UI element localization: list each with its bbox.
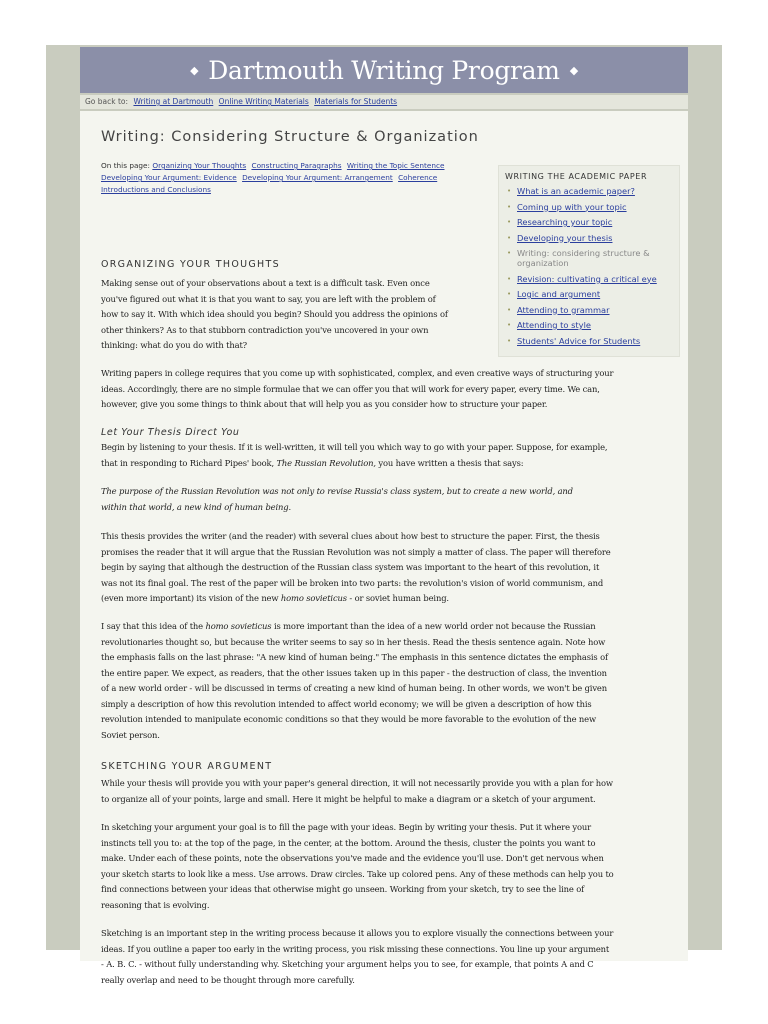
text-line: is more important than the idea of a new world order not because the Russian [271,621,596,631]
text-line: I say that this idea of the [101,621,206,631]
book-title: The Russian Revolution, [276,457,376,468]
anchor-topic-sentence[interactable]: Writing the Topic Sentence [346,161,445,170]
paragraph-sketching-1 [101,776,613,807]
text-line: however, give you some things to think about that will help you as you consider how to structure your paper. [101,399,548,409]
text-line: ideas. Accordingly, there are no simple formulae that we can offer you that will work for every paper, every time. We can, [101,383,600,394]
text-line: Making sense out of your observations about a text is a difficult task. Even once [101,278,430,288]
text-line: was not its final goal. The rest of the paper will be broken into two parts: the revolution's vision of world communism, and [101,577,604,588]
on-this-page-label: On this page: [101,161,151,170]
page-title: Writing: Considering Structure & Organization [101,129,479,145]
paragraph-thesis-2 [101,529,611,607]
site-title: Dartmouth Writing Program [208,55,560,85]
sidebar-item-label[interactable]: Students' Advice for Students [517,335,641,346]
text-line: reasoning that is evolving. [101,899,210,910]
sidebar-item-revision[interactable] [507,274,673,284]
text-line: Begin by listening to your thesis. If it is well-written, it will tell you which way to go with your paper. Suppose, for example, [101,442,608,452]
anchor-organizing-thoughts[interactable]: Organizing Your Thoughts [152,161,247,170]
sidebar-item-label: Writing: considering structure & organization [517,248,650,268]
anchor-argument-arrangement[interactable]: Developing Your Argument: Arrangement [242,173,393,182]
diamond-right-icon: ◆ [569,63,578,77]
text-line: This thesis provides the writer (and the reader) with several clues about how best to structure the paper. First, the thesis [101,531,600,541]
text-line: begin by saying that although the destruction of the Russian class system was important to the heart of this revolution, it [101,562,600,572]
text-line: - or soviet human being. [346,593,449,603]
goback-link-online-writing-materials[interactable]: Online Writing Materials [218,97,309,106]
main-content [80,111,688,985]
sidebar-item-academic-paper[interactable] [507,186,673,196]
diamond-left-icon: ◆ [190,63,199,77]
sidebar-list [507,186,673,351]
sidebar-item-label[interactable]: Attending to style [517,320,591,330]
term-homo-sovieticus: homo sovieticus [205,621,272,631]
paragraph-sketching-2 [101,820,614,913]
sidebar-item-thesis[interactable] [507,233,673,243]
heading-sketching: SKETCHING YOUR ARGUMENT [101,761,273,772]
sidebar-item-label[interactable]: Researching your topic [517,217,613,227]
goback-link-materials-for-students[interactable]: Materials for Students [314,97,398,106]
text-line: revolution intended to manipulate economic conditions so that they would be more favorable to the evolution of the new [101,714,596,724]
text-line: of a new world order - will be discussed in terms of creating a new kind of human being. In other words, we won't be given [101,683,607,693]
text-line: - A. B. C. - without fully understanding why. Sketching your argument helps you to see, for example, that points A and C [101,959,594,969]
sidebar-item-style[interactable] [507,320,673,330]
sidebar-item-student-advice[interactable] [507,336,673,346]
goback-link-writing-at-dartmouth[interactable]: Writing at Dartmouth [133,97,214,106]
text-line: revolutionaries thought so, but because the writer seems to say so in her thesis. Read the thesis sentence again. Note how [101,636,606,647]
sidebar-item-grammar[interactable] [507,305,673,315]
term-homo-sovieticus: homo sovieticus [280,593,347,603]
page-frame [46,45,722,985]
text-line: within that world, a new kind of human being. [101,501,291,512]
paragraph-thesis-1 [101,440,607,471]
breadcrumb [80,95,688,109]
anchor-intro-conclusions[interactable]: Introductions and Conclusions [101,185,211,194]
sidebar-item-label[interactable]: What is an academic paper? [517,186,635,196]
goback-label: Go back to: [85,97,129,106]
heading-organizing: ORGANIZING YOUR THOUGHTS [101,259,280,270]
text-line: promises the reader that it will argue that the Russian Revolution was not simply a matter of class. The paper will therefore [101,546,611,557]
site-header [80,47,688,93]
text-line: In sketching your argument your goal is to fill the page with your ideas. Begin by writing your thesis. Put it where your [101,822,591,832]
text-line: to organize all of your points, large and small. Here it might be helpful to make a diagram or a sketch of your argument. [101,793,596,804]
text-line: simply a description of how this revolution intended to affect world economy; we will be given a description of how this [101,698,592,709]
sidebar-item-research[interactable] [507,217,673,227]
text-line: While your thesis will provide you with your paper's general direction, it will not necessarily provide you with a plan for how [101,778,613,788]
text-line: the emphasis falls on the last phrase: "A new kind of human being." The emphasis in this sentence dictates the emphasis of [101,652,608,662]
text-line: ideas. If you outline a paper too early in the writing process, you risk missing these connections. You line up your argument [101,943,610,954]
anchor-constructing-paragraphs[interactable]: Constructing Paragraphs [251,161,342,170]
text-line: (even more important) its vision of the new [101,593,281,603]
text-line: thinking: what do you do with that? [101,340,247,350]
sidebar [498,165,680,357]
text-line: The purpose of the Russian Revolution was not only to revise Russia's class system, but to create a new world, and [101,486,573,496]
anchor-argument-evidence[interactable]: Developing Your Argument: Evidence [101,173,237,182]
on-this-page-nav [101,160,461,196]
text-line: how to say it. With which idea should you begin? Should you address the opinions of [101,309,448,319]
heading-thesis: Let Your Thesis Direct You [101,427,240,438]
text-line: find connections between your ideas that otherwise might go unseen. Working from your sketch, try to see the line of [101,884,585,894]
sidebar-item-label[interactable]: Coming up with your topic [517,201,627,212]
paragraph-organizing-1 [101,276,448,354]
text-line: your sketch starts to look like a mess. Use arrows. Draw circles. Take up colored pens. Any of these methods can help you to [101,868,614,879]
text-line: make. Under each of these points, note the observations you've made and the evidence you'll use. Don't get nervous when [101,853,604,863]
text-line: Writing papers in college requires that you come up with sophisticated, complex, and even creative ways of structuring your [101,368,614,378]
sidebar-title: WRITING THE ACADEMIC PAPER [505,172,648,181]
anchor-coherence[interactable]: Coherence [398,173,438,182]
paragraph-organizing-2 [101,366,613,413]
sidebar-item-label[interactable]: Revision: cultivating a critical eye [517,273,657,284]
text-line: really overlap and need to be thought through more carefully. [101,974,355,985]
text-line: the entire paper. We expect, as readers, that the other issues taken up in this paper - the destruction of class, the invention [101,667,607,678]
paragraph-sketching-3 [101,926,613,988]
sidebar-item-label[interactable]: Logic and argument [517,289,601,299]
sidebar-item-logic[interactable] [507,289,673,299]
text-line: Soviet person. [101,729,160,740]
text-line: other thinkers? As to that stubborn contradiction you've uncovered in your own [101,324,429,335]
thesis-quote [101,484,573,515]
text-line: Sketching is an important step in the writing process because it allows you to explore visually the connections between your [101,928,614,938]
sidebar-item-topic[interactable] [507,202,673,212]
text-line: instincts tell you to: at the top of the page, in the center, at the bottom. Around the thesis, cluster the points you want to [101,837,596,848]
text-line: that in responding to Richard Pipes' book, [101,457,277,468]
text-line: you have written a thesis that says: [375,457,524,468]
text-line: you've figured out what it is that you want to say, you are left with the problem of [101,293,436,304]
paragraph-thesis-3 [101,619,608,743]
sidebar-item-structure-current [507,248,673,268]
sidebar-item-label[interactable]: Attending to grammar [517,304,610,315]
sidebar-item-label[interactable]: Developing your thesis [517,232,613,243]
